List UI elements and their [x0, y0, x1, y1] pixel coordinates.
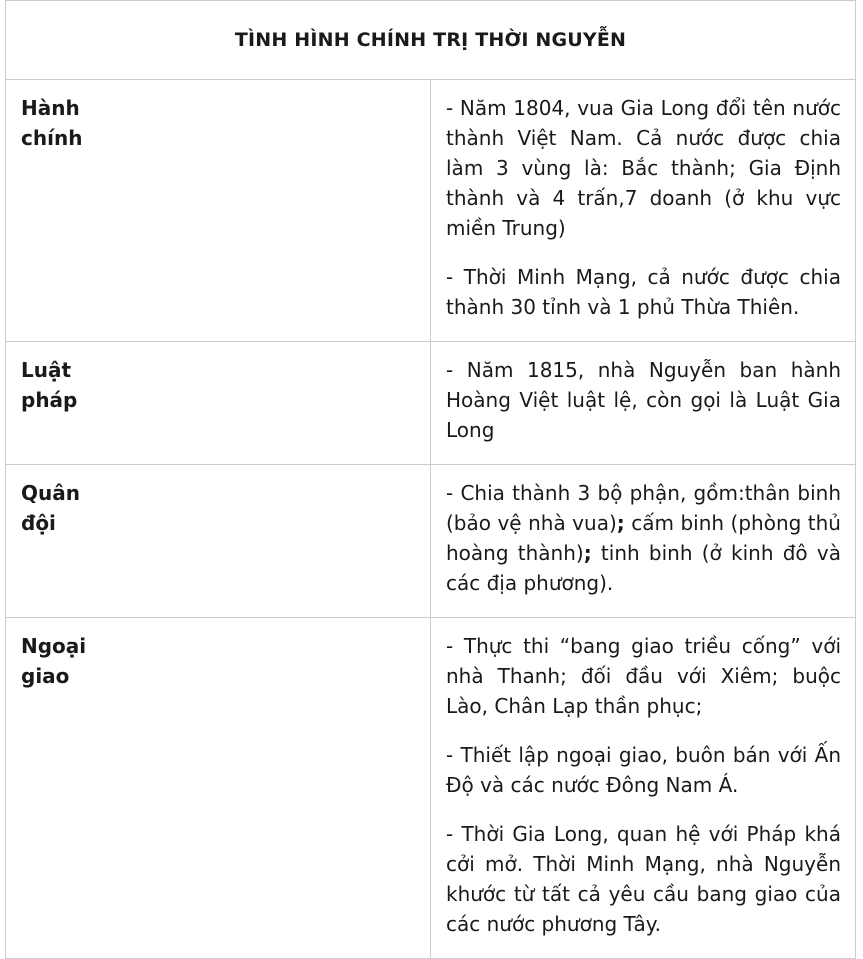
title-row: [6, 1, 856, 80]
admin-paragraph-1: - Năm 1804, vua Gia Long đổi tên nước thành Việt Nam. Cả nước được chia làm 3 vùng là: Bắc thành; Gia Định thành và 4 trấn,7 doanh (ở khu vực miền Trung): [446, 96, 841, 240]
heading-line-2: đội: [21, 511, 56, 535]
row-content-foreign-affairs: [431, 618, 856, 959]
army-text-part-3: tinh binh (ở kinh đô và các địa phương).: [446, 541, 841, 595]
heading-line-1: Ngoại: [21, 634, 87, 658]
army-text-part-1: - Chia thành 3 bộ phận, gồm:thân binh (bảo vệ nhà vua): [446, 481, 841, 535]
foreign-paragraph-2: - Thiết lập ngoại giao, buôn bán với Ấn Độ và các nước Đông Nam Á.: [446, 743, 841, 797]
row-heading-army: [6, 465, 431, 618]
heading-line-2: chính: [21, 126, 83, 150]
foreign-paragraph-3: - Thời Gia Long, quan hệ với Pháp khá cởi mở. Thời Minh Mạng, nhà Nguyễn khước từ tất cả yêu cầu bang giao của các nước phương Tây.: [446, 822, 841, 936]
table-row-administration: [6, 80, 856, 342]
table-row-foreign-affairs: [6, 618, 856, 959]
heading-line-1: Hành: [21, 96, 80, 120]
row-content-administration: [431, 80, 856, 342]
army-separator-2: ;: [583, 541, 592, 565]
heading-line-2: pháp: [21, 388, 78, 412]
law-paragraph-1: - Năm 1815, nhà Nguyễn ban hành Hoàng Việt luật lệ, còn gọi là Luật Gia Long: [446, 358, 841, 442]
row-heading-administration: [6, 80, 431, 342]
foreign-paragraph-1: - Thực thi “bang giao triều cống” với nhà Thanh; đối đầu với Xiêm; buộc Lào, Chân Lạp thần phục;: [446, 634, 841, 718]
row-content-army: [431, 465, 856, 618]
politics-table: [5, 0, 856, 959]
row-heading-foreign-affairs: [6, 618, 431, 959]
army-separator-1: ;: [616, 511, 625, 535]
row-content-law: [431, 342, 856, 465]
table-row-army: [6, 465, 856, 618]
admin-paragraph-2: - Thời Minh Mạng, cả nước được chia thành 30 tỉnh và 1 phủ Thừa Thiên.: [446, 265, 841, 319]
heading-line-1: Quân: [21, 481, 80, 505]
table-title: TÌNH HÌNH CHÍNH TRỊ THỜI NGUYỄN: [6, 1, 856, 80]
heading-line-1: Luật: [21, 358, 72, 382]
table-row-law: [6, 342, 856, 465]
heading-line-2: giao: [21, 664, 70, 688]
row-heading-law: [6, 342, 431, 465]
army-text-part-2: cấm binh (phòng thủ hoàng thành): [446, 511, 841, 565]
army-paragraph-1: [446, 478, 841, 598]
